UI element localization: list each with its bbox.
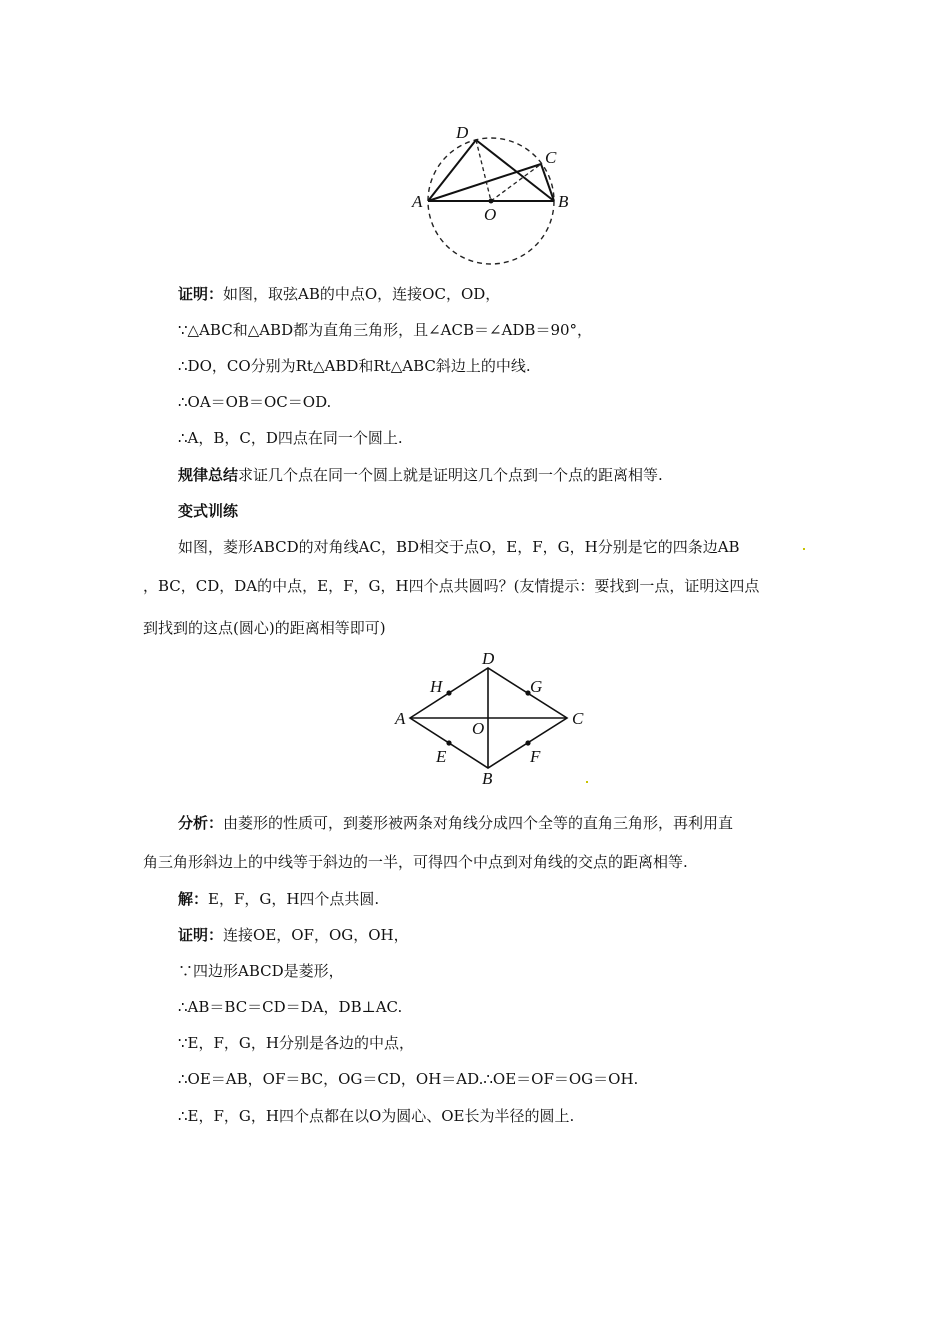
label-e: E (436, 747, 447, 766)
variant-line2: ，BC，CD，DA的中点，E，F，G，H四个点共圆吗？(友情提示：要找到一点，证明这四点 (143, 577, 760, 595)
label-a: A (395, 709, 406, 728)
proof2-line2: ∵四边形ABCD是菱形， (178, 962, 344, 980)
analysis-line2: 角三角形斜边上的中线等于斜边的一半，可得四个中点到对角线的交点的距离相等. (143, 853, 688, 871)
proof1-line1 (178, 284, 848, 304)
label-a: A (412, 192, 423, 211)
proof2-line6: ∴E，F，G，H四个点都在以O为圆心、OE长为半径的圆上. (178, 1107, 575, 1125)
proof2-line4: ∵E，F，G，H分别是各边的中点， (178, 1034, 414, 1052)
proof1-line2: ∵△ABC和△ABD都为直角三角形，且∠ACB＝∠ADB＝90°， (178, 321, 593, 339)
stray-mark (586, 781, 588, 783)
label-b: B (482, 769, 493, 788)
rhombus-figure (390, 648, 595, 788)
variant-heading: 变式训练 (178, 502, 239, 520)
point-e (446, 740, 451, 745)
proof2-text1: 连接OE，OF，OG，OH， (223, 926, 409, 944)
label-g: G (530, 677, 543, 696)
proof2-heading: 证明： (178, 926, 224, 944)
label-o: O (484, 205, 497, 224)
solution-line (178, 889, 848, 909)
proof2-line5: ∴OE＝AB，OF＝BC，OG＝CD，OH＝AD.∴OE＝OF＝OG＝OH. (178, 1070, 639, 1088)
analysis-text1: 由菱形的性质可，到菱形被两条对角线分成四个全等的直角三角形，再利用直 (223, 814, 734, 832)
circle-figure (405, 118, 585, 268)
proof1-line4: ∴OA＝OB＝OC＝OD. (178, 393, 332, 411)
label-d: D (456, 123, 469, 142)
point-h (446, 690, 451, 695)
variant-line1: 如图，菱形ABCD的对角线AC，BD相交于点O，E，F，G，H分别是它的四条边AB (178, 538, 740, 556)
point-f (525, 740, 530, 745)
rhombus-diagram (390, 648, 595, 788)
label-c: C (545, 148, 557, 167)
analysis-line1 (178, 813, 848, 833)
summary-heading: 规律总结 (178, 466, 239, 484)
solution-heading: 解： (178, 890, 209, 908)
summary-line (178, 465, 848, 485)
proof1-heading: 证明： (178, 285, 224, 303)
label-c: C (572, 709, 584, 728)
label-b: B (558, 192, 569, 211)
solution-text: E，F，G，H四个点共圆. (208, 890, 380, 908)
stray-mark (803, 548, 805, 550)
proof1-text1: 如图，取弦AB的中点O，连接OC，OD， (223, 285, 501, 303)
label-f: F (530, 747, 541, 766)
circle-diagram (405, 118, 585, 268)
label-h: H (430, 677, 443, 696)
analysis-heading: 分析： (178, 814, 224, 832)
summary-text: 求证几个点在同一个圆上就是证明这几个点到一个点的距离相等. (238, 466, 663, 484)
segment-ac (428, 164, 541, 201)
label-o: O (472, 719, 485, 738)
label-d: D (482, 649, 495, 668)
point-o (489, 199, 494, 204)
segment-oc-dashed (491, 164, 541, 201)
proof2-line1 (178, 925, 848, 945)
proof1-line5: ∴A，B，C，D四点在同一个圆上. (178, 429, 403, 447)
variant-line3: 到找到的这点(圆心)的距离相等即可) (143, 619, 386, 637)
proof2-line3: ∴AB＝BC＝CD＝DA，DB⊥AC. (178, 998, 403, 1016)
proof1-line3: ∴DO，CO分别为Rt△ABD和Rt△ABC斜边上的中线. (178, 357, 531, 375)
